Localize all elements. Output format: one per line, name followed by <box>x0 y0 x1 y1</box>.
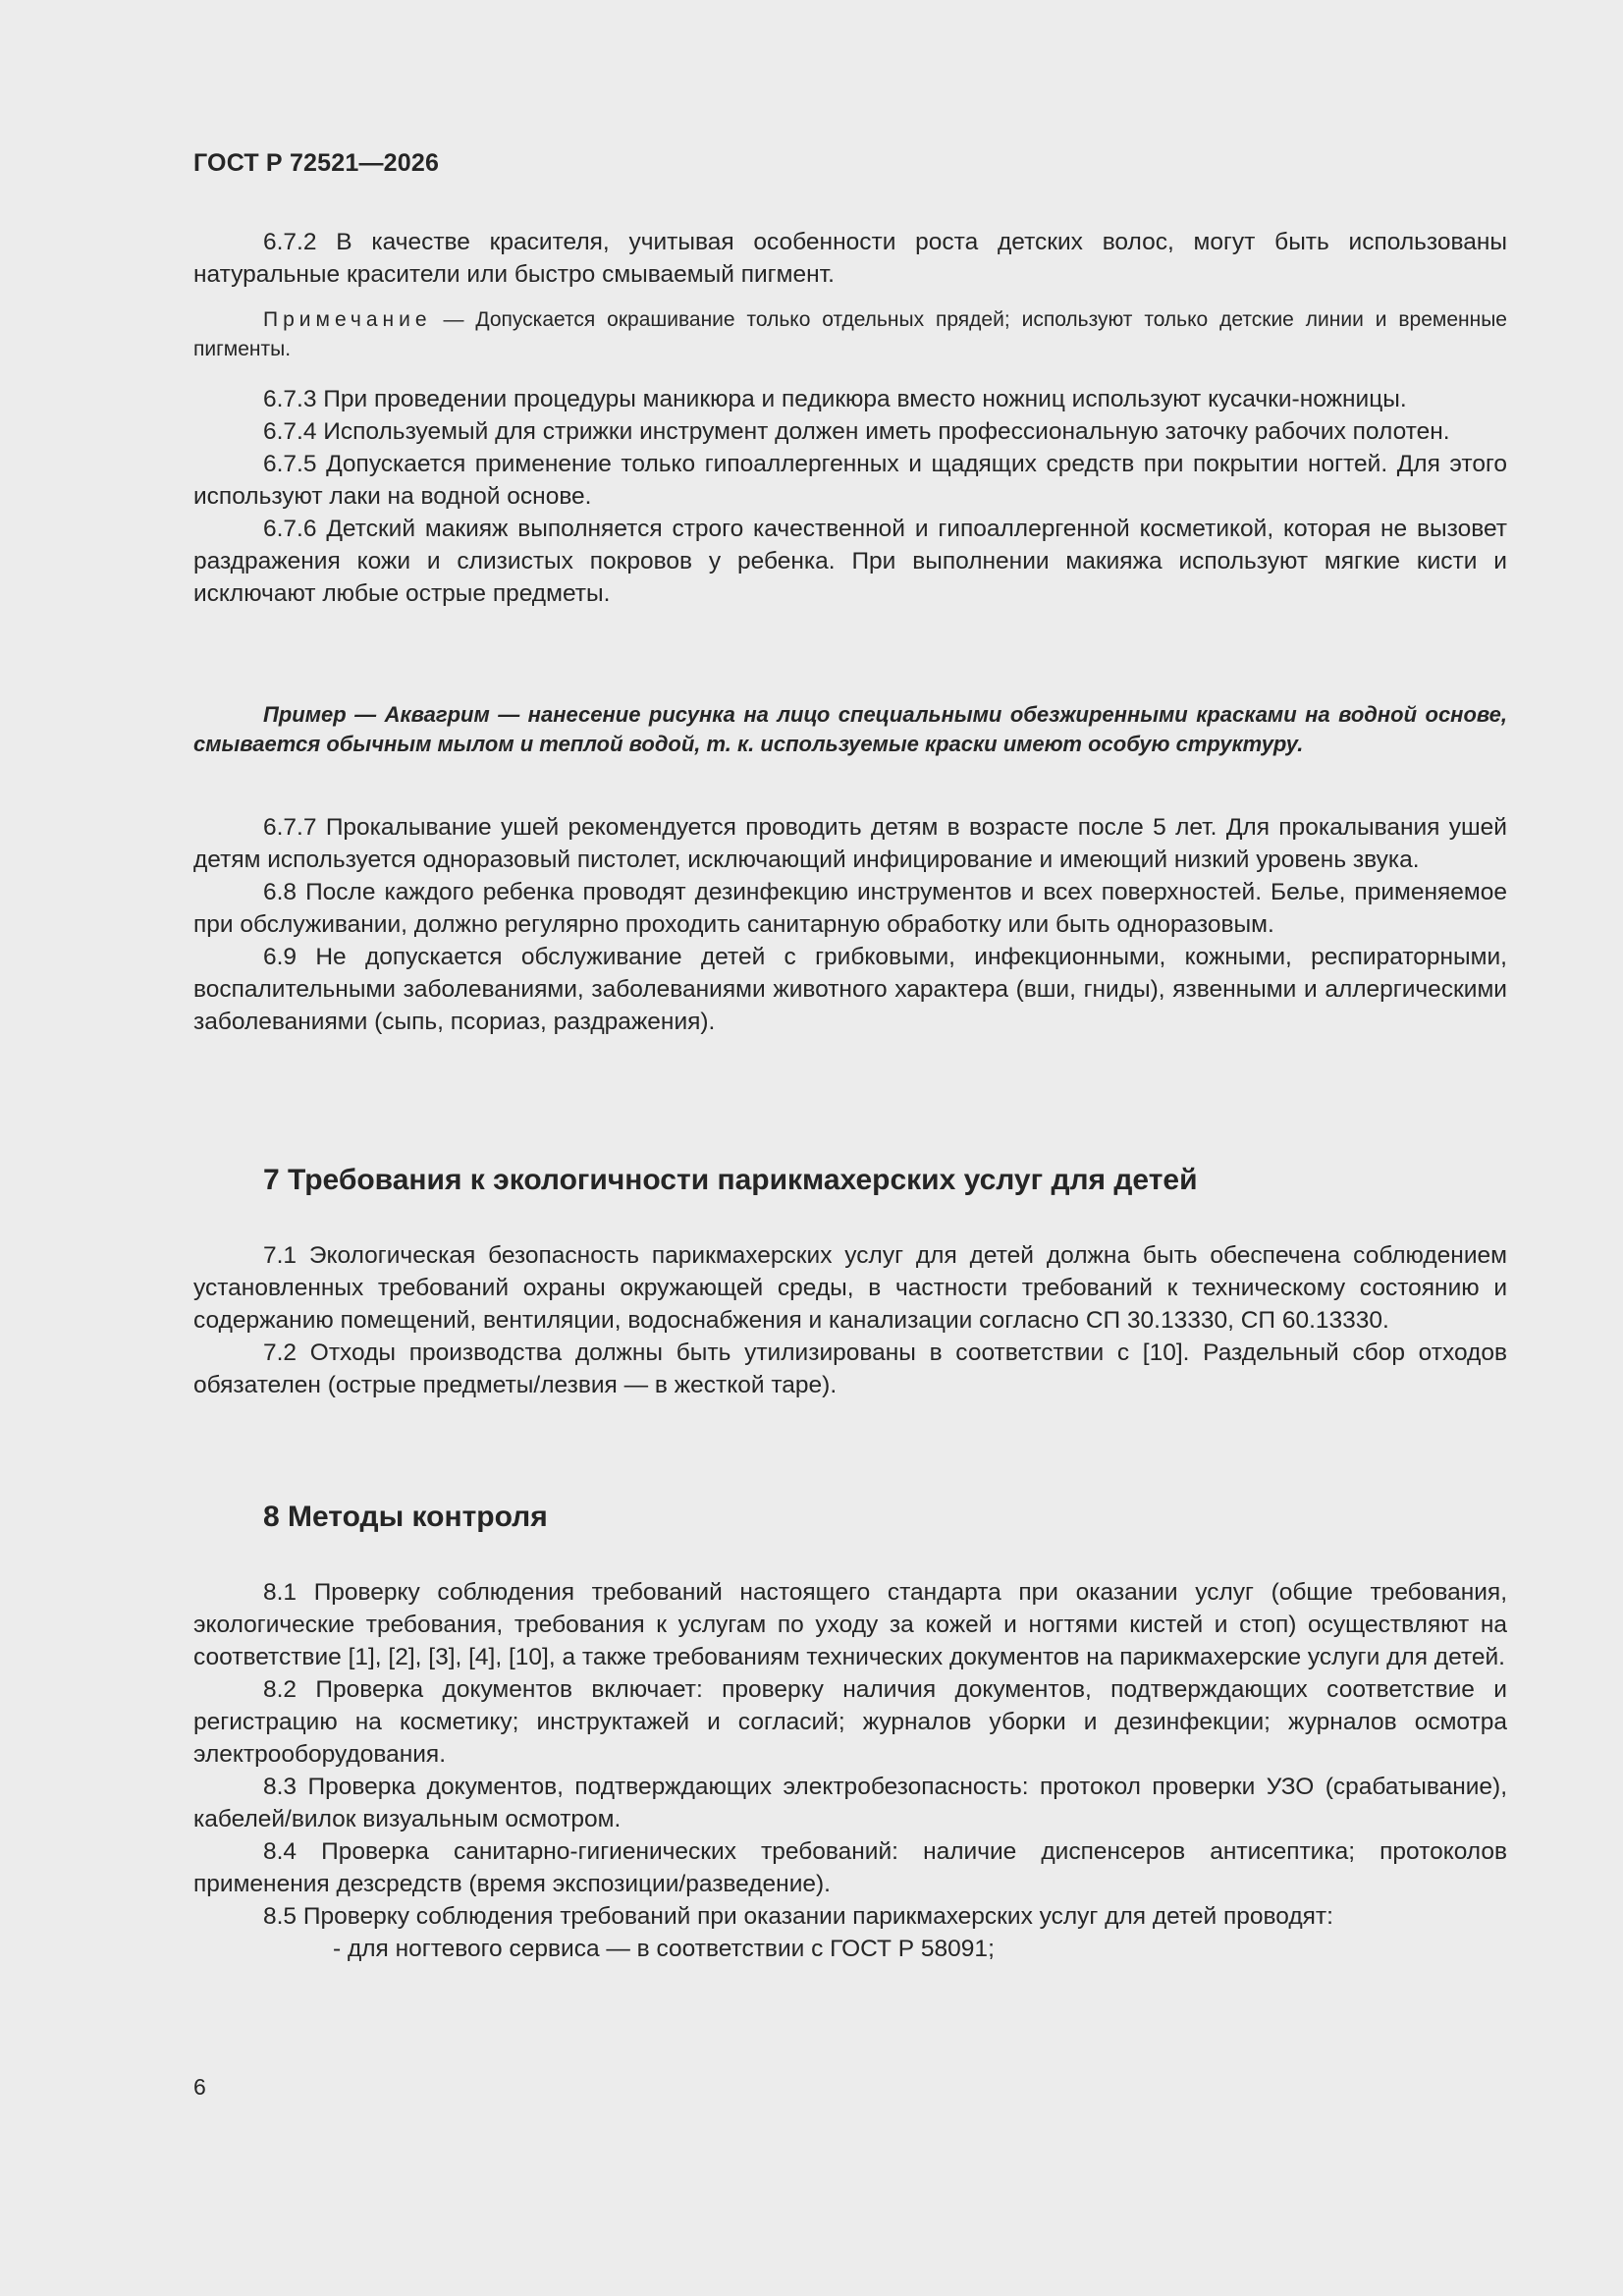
list-item: - для ногтевого сервиса — в соответствии с ГОСТ Р 58091; <box>333 1936 995 1962</box>
section-8-body <box>193 1576 1507 1965</box>
page-number: 6 <box>193 2074 206 2100</box>
document-header: ГОСТ Р 72521—2026 <box>193 149 440 177</box>
paragraph-6-7-4: 6.7.4 Используемый для стрижки инструмент должен иметь профессиональную заточку рабочих полотен. <box>263 418 1450 445</box>
paragraph-6-8: 6.8 После каждого ребенка проводят дезинфекцию инструментов и всех поверхностей. Белье, применяемое при обслуживании, должно регулярно проходить санитарную обработку или быть одноразовым. <box>193 879 1507 938</box>
paragraph-7-2: 7.2 Отходы производства должны быть утилизированы в соответствии с [10]. Раздельный сбор отходов обязателен (острые предметы/лезвия — в жесткой таре). <box>193 1339 1507 1398</box>
paragraph-6-7-7: 6.7.7 Прокалывание ушей рекомендуется проводить детям в возрасте после 5 лет. Для прокалывания ушей детям используется одноразовый пистолет, исключающий инфицирование и имеющий низкий уровень звука. <box>193 814 1507 873</box>
paragraph-block-1 <box>193 226 1507 291</box>
section-7-heading: 7 Требования к экологичности парикмахерских услуг для детей <box>263 1164 1198 1196</box>
paragraph-7-1: 7.1 Экологическая безопасность парикмахерских услуг для детей должна быть обеспечена соблюдением установленных требований охраны окружающей среды, в частности требований к техническому состоянию и содержанию помещений, вентиляции, водоснабжения и канализации согласно СП 30.13330, СП 60.13330. <box>193 1242 1507 1334</box>
paragraph-6-7-2: 6.7.2 В качестве красителя, учитывая особенности роста детских волос, могут быть использованы натуральные красители или быстро смываемый пигмент. <box>193 229 1507 288</box>
paragraph-6-7-6: 6.7.6 Детский макияж выполняется строго качественной и гипоаллергенной косметикой, которая не вызовет раздражения кожи и слизистых покровов у ребенка. При выполнении макияжа используют мягкие кисти и исключают любые острые предметы. <box>193 516 1507 607</box>
paragraph-8-4: 8.4 Проверка санитарно-гигиенических требований: наличие диспенсеров антисептика; протоколов применения дезсредств (время экспозиции/разведение). <box>193 1838 1507 1897</box>
paragraph-block-3 <box>193 811 1507 1038</box>
example-block: Пример — Аквагрим — нанесение рисунка на лицо специальными обезжиренными красками на водной основе, смывается обычным мылом и теплой водой, т. к. используемые краски имеют особую структуру. <box>193 702 1507 756</box>
paragraph-8-1: 8.1 Проверку соблюдения требований настоящего стандарта при оказании услуг (общие требования, экологические требования, требования к услугам по уходу за кожей и ногтями кистей и стоп) осуществляют на соответствие [1], [2], [3], [4], [10], а также требованиям технических документов на парикмахерские услуги для детей. <box>193 1579 1507 1670</box>
paragraph-8-2: 8.2 Проверка документов включает: проверку наличия документов, подтверждающих соответствие и регистрацию на косметику; инструктажей и согласий; журналов уборки и дезинфекции; журналов осмотра электрооборудования. <box>193 1676 1507 1768</box>
note-label: Примечание <box>263 308 432 331</box>
paragraph-8-5: 8.5 Проверку соблюдения требований при оказании парикмахерских услуг для детей проводят: <box>263 1903 1333 1930</box>
paragraph-6-7-5: 6.7.5 Допускается применение только гипоаллергенных и щадящих средств при покрытии ногтей. Для этого используют лаки на водной основе. <box>193 451 1507 510</box>
document-page <box>193 0 1507 2296</box>
paragraph-8-3: 8.3 Проверка документов, подтверждающих электробезопасность: протокол проверки УЗО (срабатывание), кабелей/вилок визуальным осмотром. <box>193 1774 1507 1832</box>
note-text: — Допускается окрашивание только отдельных прядей; используют только детские линии и временные пигменты. <box>193 308 1507 360</box>
section-7-body <box>193 1239 1507 1401</box>
section-8-heading: 8 Методы контроля <box>263 1501 548 1533</box>
paragraph-6-7-3: 6.7.3 При проведении процедуры маникюра и педикюра вместо ножниц используют кусачки-ножницы. <box>263 386 1407 412</box>
paragraph-6-9: 6.9 Не допускается обслуживание детей с грибковыми, инфекционными, кожными, респираторными, воспалительными заболеваниями, заболеваниями животного характера (вши, гниды), язвенными и аллергическими заболеваниями (сыпь, псориаз, раздражения). <box>193 944 1507 1035</box>
note <box>193 305 1507 364</box>
paragraph-block-2 <box>193 383 1507 610</box>
